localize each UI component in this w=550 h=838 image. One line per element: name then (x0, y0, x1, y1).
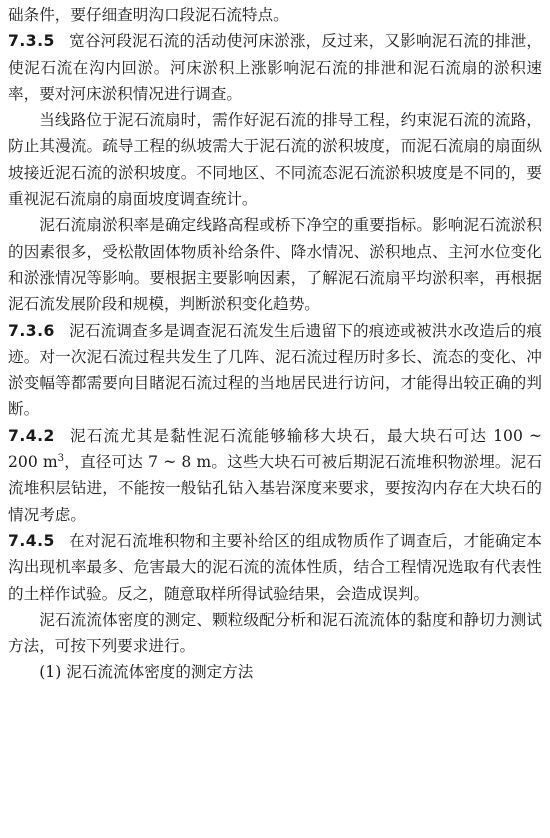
section-text-continued: ，直径可达 7 ~ 8 m。这些大块石可被后期泥石流堆积物淤埋。泥石流堆积层钻进，不能按一般钻孔钻入基岩深度来要求，要按沟内存在大块石的情况考虑。 (8, 453, 542, 524)
superscript-exponent: 3 (57, 452, 65, 464)
section-7-3-5 (8, 28, 542, 107)
paragraph-body: 泥石流流体密度的测定、颗粒级配分析和泥石流流体的黏度和静切力测试方法，可按下列要求进行。 (8, 610, 542, 656)
section-text: 在对泥石流堆积物和主要补给区的组成物质作了调查后，才能确定本沟出现机率最多、危害最大的泥石流的流体性质，结合工程情况选取有代表性的土样作试验。反之，随意取样所得试验结果，会造成误判。 (8, 531, 542, 603)
section-text: 泥石流调查多是调查泥石流发生后遗留下的痕迹或被洪水改造后的痕迹。对一次泥石流过程共发生了几阵、泥石流过程历时多长、流态的变化、冲淤变幅等都需要向目睹泥石流过程的当地居民进行访问，才能得出较正确的判断。 (8, 321, 542, 419)
section-text: 泥石流尤其是黏性泥石流能够输移大块石，最大块石可达 100 ~ 200 m (8, 426, 542, 472)
paragraph-body: 当线路位于泥石流扇时，需作好泥石流的排导工程，约束泥石流的流路，防止其漫流。疏导工程的纵坡需大于泥石流的淤积坡度，而泥石流扇的扇面纵坡接近泥石流的淤积坡度。不同地区、不同流态泥石流淤积坡度是不同的，要重视泥石流扇的扇面坡度调查统计。 (8, 111, 542, 209)
section-number: 7.4.5 (8, 531, 55, 550)
list-item: (1) 泥石流流体密度的测定方法 (39, 663, 254, 682)
section-number: 7.3.6 (8, 321, 55, 340)
section-number: 7.3.5 (8, 32, 55, 51)
section-7-3-6 (8, 318, 542, 423)
section-text: 宽谷河段泥石流的活动使河床淤涨，反过来，又影响泥石流的排泄，使泥石流在沟内回淤。河床淤积上涨影响泥石流的排泄和泥石流扇的淤积速率，要对河床淤积情况进行调查。 (8, 32, 542, 103)
paragraph-body: 泥石流扇淤积率是确定线路高程或桥下净空的重要指标。影响泥石流淤积的因素很多，受松散固体物质补给条件、降水情况、淤积地点、主河水位变化和淤涨情况等影响。要根据主要影响因素，了解泥石流扇平均淤积率，再根据泥石流发展阶段和规模，判断淤积变化趋势。 (8, 216, 542, 314)
paragraph-continuation: 础条件，要仔细查明沟口段泥石流特点。 (8, 6, 289, 24)
section-7-4-2 (8, 423, 542, 528)
section-7-4-5 (8, 528, 542, 607)
section-number: 7.4.2 (8, 426, 55, 445)
